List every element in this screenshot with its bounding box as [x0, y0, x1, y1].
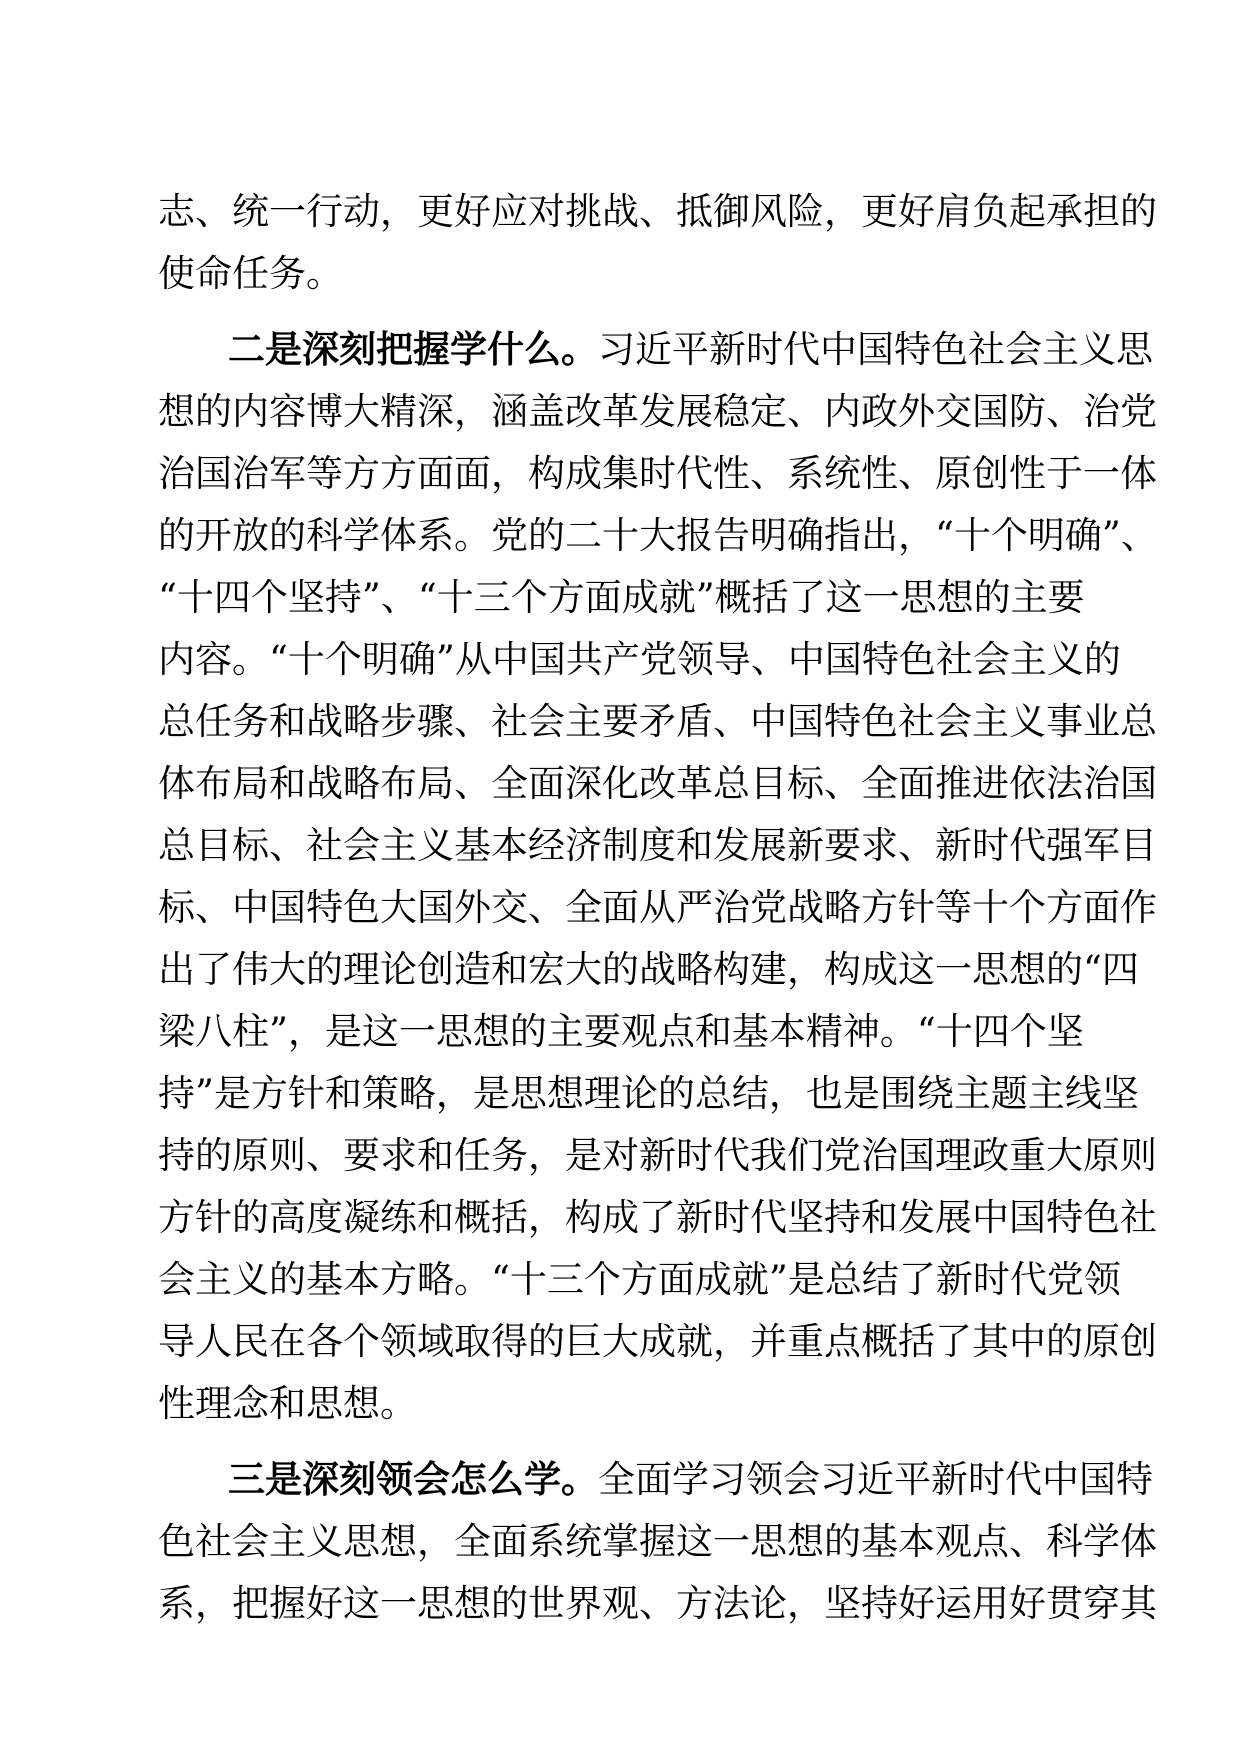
text-line: 内容。“十个明确”从中国共产党领导、中国特色社会主义的	[158, 638, 1121, 681]
paragraph-3-line-1	[158, 1449, 1153, 1511]
paragraph-3-line-2	[158, 1511, 1157, 1573]
paragraph-2-line-5	[158, 567, 1085, 629]
text-line: 体布局和战略布局、全面深化改革总目标、全面推进依法治国	[158, 762, 1157, 805]
text-line: 持”是方针和策略，是思想理论的总结，也是围绕主题主线坚	[158, 1072, 1139, 1115]
paragraph-2-line-4	[158, 505, 1158, 567]
paragraph-1-line-2	[158, 243, 1058, 319]
text-line: 习近平新时代中国特色社会主义思	[598, 328, 1153, 371]
text-line: 想的内容博大精深，涵盖改革发展稳定、内政外交国防、治党	[158, 390, 1157, 433]
text-line: 会主义的基本方略。“十三个方面成就”是总结了新时代党领	[158, 1258, 1121, 1301]
paragraph-2-line-11	[158, 939, 1139, 1001]
text-line: 的开放的科学体系。党的二十大报告明确指出，“十个明确”、	[158, 514, 1158, 557]
paragraph-2-line-3	[158, 443, 1157, 505]
paragraph-2-line-10	[158, 877, 1157, 939]
text-line: 方针的高度凝练和概括，构成了新时代坚持和发展中国特色社	[158, 1196, 1157, 1239]
text-line: 总目标、社会主义基本经济制度和发展新要求、新时代强军目	[158, 824, 1157, 867]
text-line: “十四个坚持”、“十三个方面成就”概括了这一思想的主要	[158, 576, 1085, 619]
text-line: 志、统一行动，更好应对挑战、抵御风险，更好肩负起承担的	[158, 190, 1157, 233]
text-line: 系，把握好这一思想的世界观、方法论，坚持好运用好贯穿其	[158, 1582, 1157, 1625]
paragraph-2-line-1	[158, 319, 1153, 381]
paragraph-2-line-17	[158, 1311, 1157, 1373]
text-line: 总任务和战略步骤、社会主要矛盾、中国特色社会主义事业总	[158, 700, 1157, 743]
paragraph-heading: 二是深刻把握学什么。	[228, 328, 598, 371]
paragraph-2-line-8	[158, 753, 1157, 815]
paragraph-2-line-6	[158, 629, 1121, 691]
text-line: 标、中国特色大国外交、全面从严治党战略方针等十个方面作	[158, 886, 1157, 929]
paragraph-2-line-15	[158, 1187, 1157, 1249]
body-text	[158, 181, 1158, 1635]
text-line: 持的原则、要求和任务，是对新时代我们党治国理政重大原则	[158, 1134, 1157, 1177]
paragraph-2-line-9	[158, 815, 1157, 877]
paragraph-2-line-14	[158, 1125, 1157, 1187]
paragraph-2-line-13	[158, 1063, 1139, 1125]
paragraph-3-line-3	[158, 1573, 1157, 1635]
paragraph-2-line-7	[158, 691, 1157, 753]
paragraph-1-line-1	[158, 181, 1157, 243]
text-line: 出了伟大的理论创造和宏大的战略构建，构成这一思想的“四	[158, 948, 1139, 991]
paragraph-2-line-16	[158, 1249, 1121, 1311]
text-line: 治国治军等方方面面，构成集时代性、系统性、原创性于一体	[158, 452, 1157, 495]
text-line: 色社会主义思想，全面系统掌握这一思想的基本观点、科学体	[158, 1520, 1157, 1563]
paragraph-2-line-12	[158, 1001, 1084, 1063]
paragraph-2-line-18	[158, 1373, 1058, 1449]
text-line: 全面学习领会习近平新时代中国特	[598, 1458, 1153, 1501]
text-line: 导人民在各个领域取得的巨大成就，并重点概括了其中的原创	[158, 1320, 1157, 1363]
text-line: 梁八柱”，是这一思想的主要观点和基本精神。“十四个坚	[158, 1010, 1084, 1053]
text-line: 使命任务。	[158, 252, 343, 295]
paragraph-2-line-2	[158, 381, 1157, 443]
paragraph-heading: 三是深刻领会怎么学。	[228, 1458, 598, 1501]
text-line: 性理念和思想。	[158, 1382, 417, 1425]
